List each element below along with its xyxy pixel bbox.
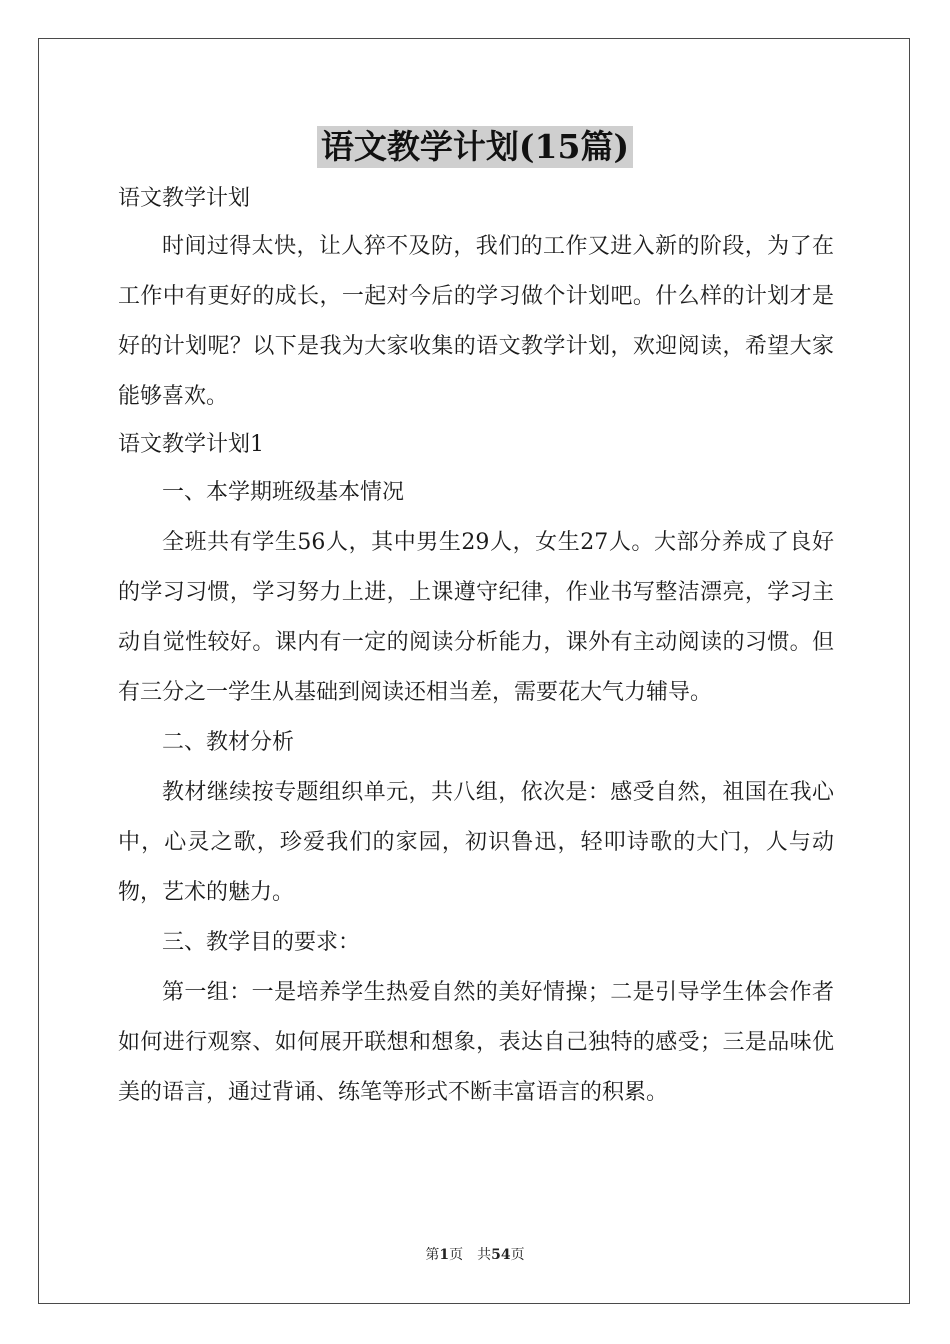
footer-page-total: 54 bbox=[491, 1247, 511, 1263]
document-body bbox=[118, 176, 834, 1118]
footer-page-prefix: 第 bbox=[425, 1247, 440, 1263]
section-title: 语文教学计划1 bbox=[118, 432, 264, 457]
footer-total-prefix: 共 bbox=[477, 1247, 492, 1263]
heading-textbook-analysis: 二、教材分析 bbox=[162, 730, 295, 755]
footer-page-unit: 页 bbox=[449, 1247, 464, 1263]
teaching-goals-paragraph: 第一组：一是培养学生热爱自然的美好情操；二是引导学生体会作者如何进行观察、如何展开联想和想象，表达自己独特的感受；三是品味优美的语言，通过背诵、练笔等形式不断丰富语言的积累。 bbox=[118, 980, 834, 1105]
textbook-analysis-paragraph: 教材继续按专题组织单元，共八组，依次是：感受自然，祖国在我心中，心灵之歌，珍爱我们的家园，初识鲁迅，轻叩诗歌的大门，人与动物，艺术的魅力。 bbox=[118, 780, 834, 905]
heading-class-situation: 一、本学期班级基本情况 bbox=[162, 480, 405, 505]
page-footer bbox=[0, 1244, 950, 1264]
heading-teaching-goals: 三、教学目的要求： bbox=[162, 930, 361, 955]
title-area bbox=[0, 126, 950, 168]
document-subtitle: 语文教学计划 bbox=[118, 186, 251, 211]
document-title: 语文教学计划(15篇) bbox=[317, 126, 633, 168]
footer-total-unit: 页 bbox=[510, 1247, 525, 1263]
intro-paragraph: 时间过得太快，让人猝不及防，我们的工作又进入新的阶段，为了在工作中有更好的成长，一起对今后的学习做个计划吧。什么样的计划才是好的计划呢？以下是我为大家收集的语文教学计划，欢迎阅读，希望大家能够喜欢。 bbox=[118, 234, 834, 409]
footer-page-current: 1 bbox=[439, 1247, 450, 1263]
class-situation-paragraph: 全班共有学生56人，其中男生29人，女生27人。大部分养成了良好的学习习惯，学习努力上进，上课遵守纪律，作业书写整洁漂亮，学习主动自觉性较好。课内有一定的阅读分析能力，课外有主动阅读的习惯。但有三分之一学生从基础到阅读还相当差，需要花大气力辅导。 bbox=[118, 530, 834, 705]
